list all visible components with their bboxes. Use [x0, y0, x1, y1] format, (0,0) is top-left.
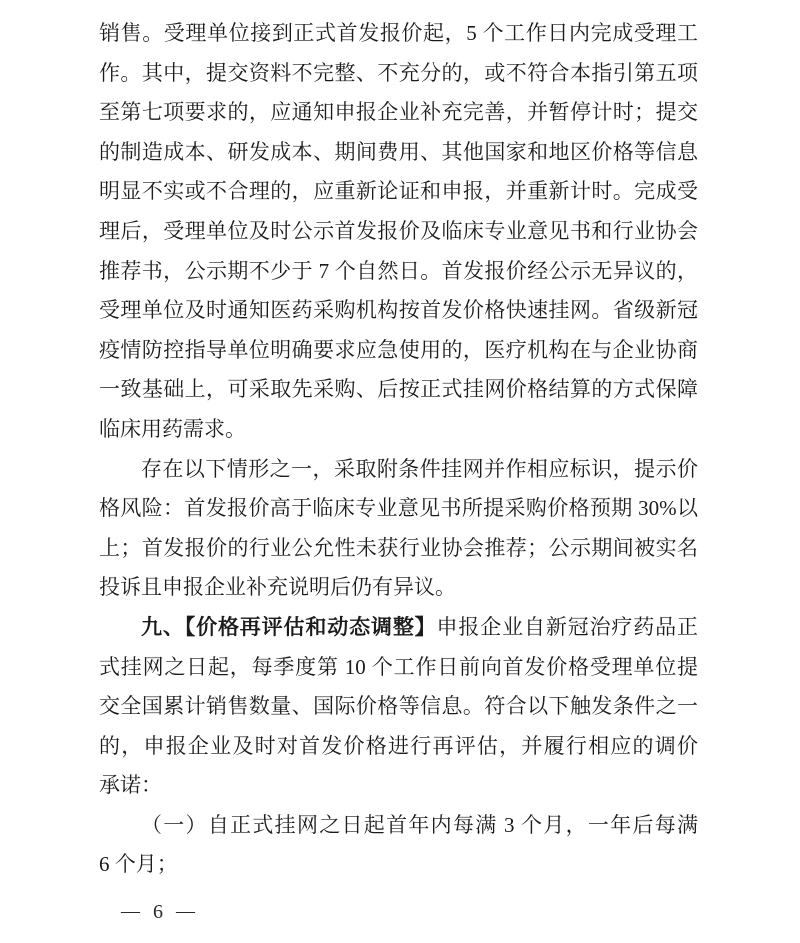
- text-line: 投诉且申报企业补充说明后仍有异议。: [99, 575, 456, 600]
- text-line: 存在以下情形之一，采取附条件挂网并作相应标识，提示价: [141, 456, 698, 481]
- text-line: 式挂网之日起，每季度第 10 个工作日前向首发价格受理单位提: [99, 654, 698, 679]
- text-line: [99, 608, 698, 648]
- page-number: 6: [153, 900, 163, 923]
- text-line: 6 个月；: [99, 852, 178, 877]
- text-line: 受理单位及时通知医药采购机构按首发价格快速挂网。省级新冠: [99, 298, 698, 323]
- text-line: 临床用药需求。: [99, 416, 246, 441]
- section-heading: 九、【价格再评估和动态调整】: [141, 615, 437, 639]
- text-line: 销售。受理单位接到正式首发报价起，5 个工作日内完成受理工: [99, 21, 698, 45]
- text-block: [99, 14, 698, 885]
- text-line: 的制造成本、研发成本、期间费用、其他国家和地区价格等信息: [99, 139, 698, 164]
- text-line: 明显不实或不合理的，应重新论证和申报，并重新计时。完成受: [99, 179, 698, 204]
- text-line: 的，申报企业及时对首发价格进行再评估，并履行相应的调价: [99, 733, 698, 758]
- text-line: 推荐书，公示期不少于 7 个自然日。首发报价经公示无异议的，: [99, 258, 698, 283]
- text-line: 交全国累计销售数量、国际价格等信息。符合以下触发条件之一: [99, 694, 698, 719]
- footer-dash-right: —: [176, 901, 195, 922]
- page-footer: [121, 899, 195, 925]
- text-line: 疫情防控指导单位明确要求应急使用的，医疗机构在与企业协商: [99, 337, 698, 362]
- text-line: 上；首发报价的行业公允性未获行业协会推荐；公示期间被实名: [99, 535, 698, 560]
- text-line: 理后，受理单位及时公示首发报价及临床专业意见书和行业协会: [99, 218, 698, 243]
- text-line: 格风险：首发报价高于临床专业意见书所提采购价格预期 30%以: [99, 496, 698, 521]
- text-line: 至第七项要求的，应通知申报企业补充完善，并暂停计时；提交: [99, 100, 698, 125]
- text-line: 作。其中，提交资料不完整、不充分的，或不符合本指引第五项: [99, 60, 698, 85]
- footer-dash-left: —: [121, 901, 140, 922]
- text-line: 承诺：: [99, 773, 162, 798]
- text-line: 一致基础上，可采取先采购、后按正式挂网价格结算的方式保障: [99, 377, 698, 402]
- text-run: 申报企业自新冠治疗药品正: [436, 614, 699, 639]
- text-line: （一）自正式挂网之日起首年内每满 3 个月，一年后每满: [141, 812, 698, 837]
